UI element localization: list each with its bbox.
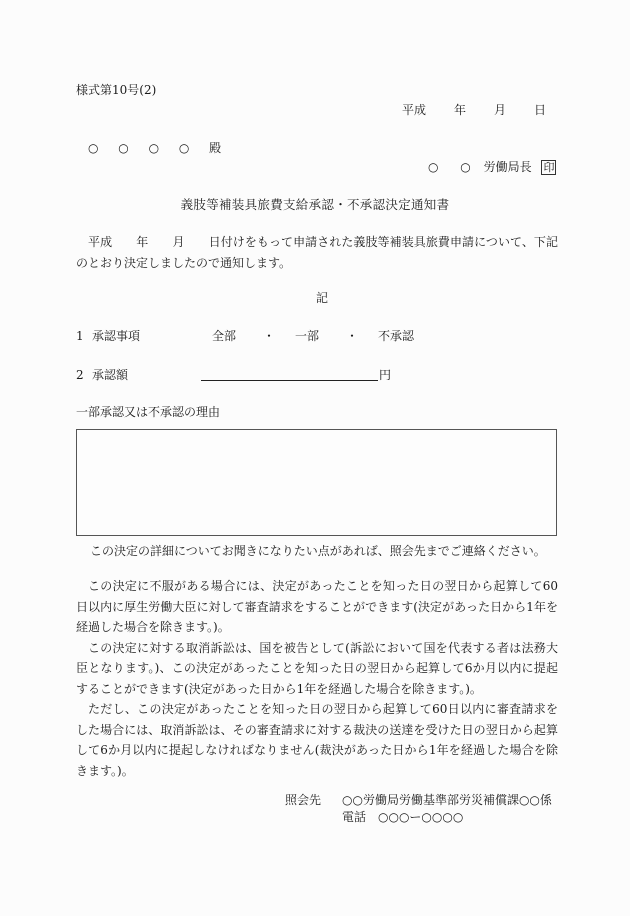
approval-items-row [76,330,212,342]
phone-label: 電話 [342,810,367,824]
appeal-paragraph: この決定に対する取消訴訟は、国を被告として(訴訟において国を代表する者は法務大臣となります。)、この決定があったことを知った日の翌日から起算して6か月以内に提起することができます(決定があった日から1年を経過した場合を除きます。)。 [76,640,558,696]
date-year-label: 年 [454,103,467,117]
date-era: 平成 [402,103,427,117]
contact-department: ○○労働局労働基準部労災補償課○○係 [342,793,552,807]
option-separator: ・ [346,329,359,343]
phone-number: ○○○ー○○○○ [378,810,464,824]
appeal-notice [76,576,558,781]
item2-label: 承認額 [92,368,129,382]
sender-title: 労働局長 [483,160,532,174]
option-partial[interactable]: 一部 [295,329,320,343]
option-not-approved[interactable]: 不承認 [378,329,415,343]
item1-number: 1 [76,329,84,343]
inquiry-note: この決定の詳細についてお聞きになりたい点があれば、照会先までご連絡ください。 [90,544,546,558]
date-month-label: 月 [494,103,507,117]
ki-heading: 記 [315,291,328,305]
approved-amount-field[interactable] [201,380,378,381]
appeal-paragraph: この決定に不服がある場合には、決定があったことを知った日の翌日から起算して60日以内に厚生労働大臣に対して審査請求をすることができます(決定があった日から1年を経過した場合を除きます。)。 [76,579,558,634]
option-all[interactable]: 全部 [212,329,237,343]
issue-date [402,104,546,116]
recipient [88,142,229,154]
document-title: 義肢等補装具旅費支給承認・不承認決定通知書 [180,197,450,212]
sender-name: ○ ○ [428,160,480,174]
seal-icon: 印 [543,161,555,174]
reason-textbox[interactable] [76,429,557,536]
option-separator: ・ [263,329,276,343]
date-day-label: 日 [534,103,547,117]
recipient-name: ○ ○ ○ ○ [88,141,198,155]
item1-label: 承認事項 [92,329,141,343]
sender [428,160,556,175]
contact-label: 照会先 [285,793,322,807]
intro-paragraph: 平成 年 月 日付けをもって申請された義肢等補装具旅費申請について、下記のとおり決定しましたので通知します。 [76,235,558,270]
approved-amount-row [76,369,128,381]
yen-unit: 円 [379,368,392,382]
form-number: 様式第10号(2) [76,83,157,97]
appeal-paragraph: ただし、この決定があったことを知った日の翌日から起算して60日以内に審査請求をした場合には、取消訴訟は、その審査請求に対する裁決の送達を受けた日の翌日から起算して6か月以内に提起しなければなりません(裁決があった日から1年を経過した場合を除きます。)。 [76,702,558,778]
recipient-honorific: 殿 [209,141,230,155]
item2-number: 2 [76,368,84,382]
reason-label: 一部承認又は不承認の理由 [76,405,221,419]
